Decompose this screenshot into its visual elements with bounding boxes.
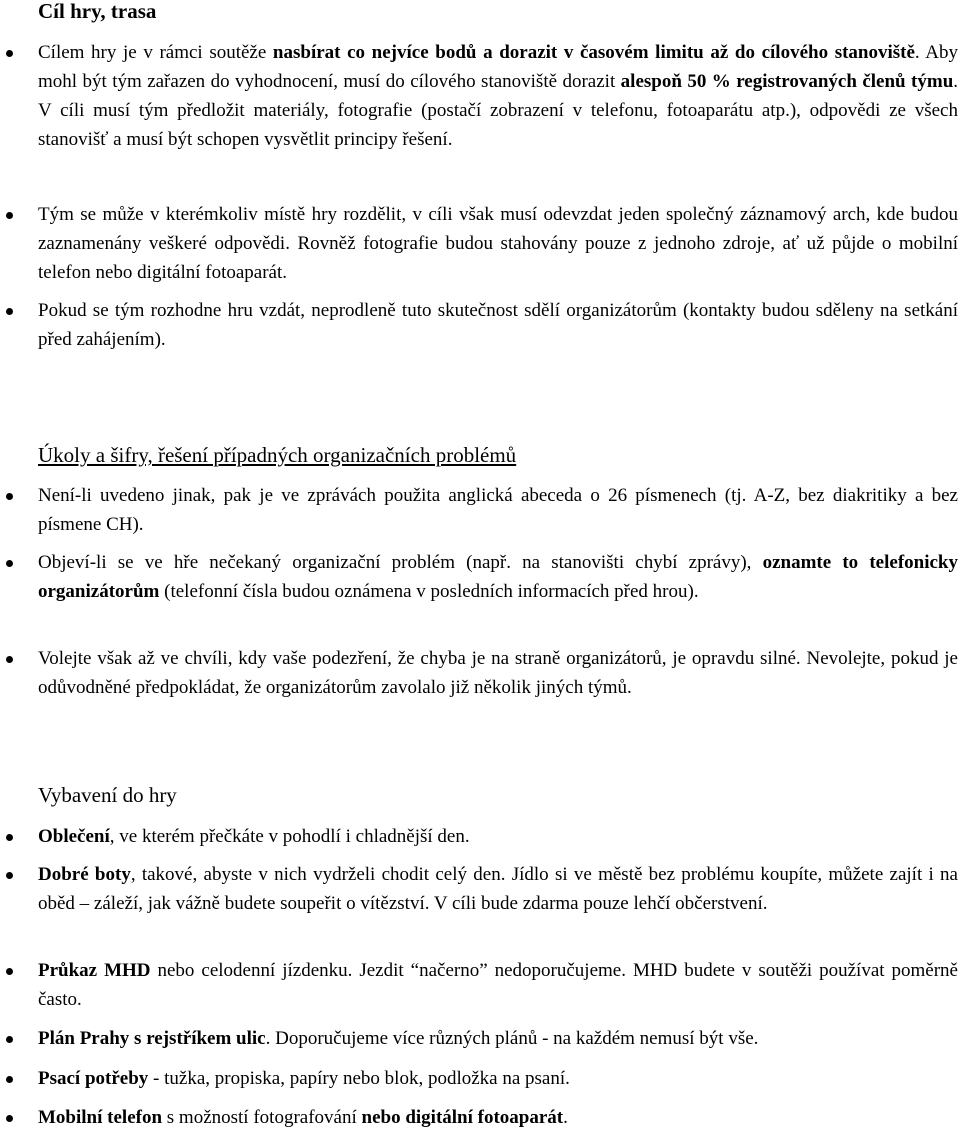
bold-text: Psací potřeby (38, 1068, 149, 1089)
paragraph-map (38, 1024, 958, 1053)
list-item-map (38, 1024, 958, 1053)
list-item-team-split (38, 200, 958, 287)
bullet-icon (6, 834, 13, 841)
bold-text: nasbírat co nejvíce bodů a dorazit v časovém limitu až do cílového stanoviště (272, 42, 915, 63)
bold-text: Průkaz MHD (38, 960, 151, 981)
bold-text: Mobilní telefon (38, 1107, 163, 1128)
paragraph-writing (38, 1064, 958, 1093)
text-span: s možností fotografování (162, 1107, 362, 1128)
list-item-org-problem (38, 548, 958, 606)
text-span: , ve kterém přečkáte v pohodlí i chladnější den. (109, 826, 470, 847)
paragraph-shoes (38, 860, 958, 918)
section-heading-vybaveni: Vybavení do hry (38, 783, 177, 807)
text-span: Pokud se tým rozhodne hru vzdát, neprodleně tuto skutečnost sdělí organizátorům (kontakty budou sděleny na setkání před zahájením). (38, 300, 958, 350)
bullet-icon (6, 560, 13, 567)
text-span: . V cíli musí tým předložit materiály, fotografie (postačí zobrazení v telefonu, fotoaparátu atp.), odpovědi ze všech stanovišť a musí být schopen vysvětlit principy řešení. (38, 71, 959, 150)
list-item-goal (38, 38, 958, 154)
paragraph-team-split (38, 200, 958, 287)
text-span: , takové, abyste v nich vydrželi chodit celý den. Jídlo si ve městě bez problému koupíte, můžete zajít i na oběd – záleží, jak vážně budete soupeřit o vítězství. V cíli bude zdarma pouze lehčí občerstvení. (38, 864, 958, 914)
list-item-give-up (38, 296, 958, 354)
text-span: Tým se může v kterémkoliv místě hry rozdělit, v cíli však musí odevzdat jeden společný záznamový arch, kde budou zaznamenány veškeré odpovědi. (38, 204, 958, 254)
bold-text: Oblečení (38, 826, 110, 847)
paragraph-org-problem (38, 548, 958, 606)
text-span: . Doporučujeme více různých plánů - na každém nemusí být vše. (265, 1028, 759, 1049)
list-item-phone (38, 1103, 958, 1132)
text-span: - tužka, propiska, papíry nebo blok, podložka na psaní. (148, 1068, 570, 1089)
paragraph-alphabet (38, 481, 958, 539)
text-span: Nevolejte, pokud je odůvodněné předpokládat, že organizátorům zavolalo již několik jiných týmů. (38, 648, 958, 698)
list-item-writing (38, 1064, 958, 1093)
text-span: Volejte však až ve chvíli, kdy vaše podezření, že chyba je na straně organizátorů, je opravdu silné. (38, 648, 801, 669)
text-span: . Aby mohl být tým zařazen do vyhodnocení, musí do cílového stanoviště dorazit (38, 42, 958, 92)
bullet-icon (6, 50, 13, 57)
bullet-icon (6, 1076, 13, 1083)
section-heading-cil-hry: Cíl hry, trasa (38, 0, 157, 23)
list-item-transit-pass (38, 956, 958, 1014)
list-item-shoes (38, 860, 958, 918)
list-item-clothing (38, 822, 958, 851)
bullet-icon (6, 308, 13, 315)
text-span: Cílem hry je v rámci soutěže (38, 42, 273, 63)
bold-text: oznamte to telefonicky organizátorům (38, 552, 958, 602)
text-span: nebo celodenní jízdenku. Jezdit “načerno” nedoporučujeme. MHD budete v soutěži používat poměrně často. (38, 960, 958, 1010)
bullet-icon (6, 493, 13, 500)
paragraph-clothing (38, 822, 958, 851)
paragraph-give-up (38, 296, 958, 354)
section-heading-ukoly: Úkoly a šifry, řešení případných organizačních problémů (38, 443, 517, 467)
list-item-alphabet (38, 481, 958, 539)
bullet-icon (6, 872, 13, 879)
text-span: Není-li uvedeno jinak, pak je ve zprávách použita anglická abeceda o 26 písmenech (tj. A-Z, bez diakritiky a bez písmene CH). (38, 485, 958, 535)
text-span: Objeví-li se ve hře nečekaný organizační problém (např. na stanovišti chybí zprávy), (38, 552, 763, 573)
bullet-icon (6, 1036, 13, 1043)
bold-text: Plán Prahy s rejstříkem ulic (38, 1028, 266, 1049)
paragraph-phone (38, 1103, 958, 1132)
bold-text: Dobré boty (38, 864, 131, 885)
bold-text: alespoň 50 % registrovaných členů týmu (620, 71, 954, 92)
bullet-icon (6, 1115, 13, 1122)
paragraph-transit-pass (38, 956, 958, 1014)
paragraph-goal (38, 38, 958, 154)
text-span: . (563, 1107, 568, 1128)
paragraph-call (38, 644, 958, 702)
text-span: (telefonní čísla budou oznámena v posledních informacích před hrou). (159, 581, 699, 602)
bullet-icon (6, 212, 13, 219)
bold-text: nebo digitální fotoaparát (361, 1107, 564, 1128)
bullet-icon (6, 656, 13, 663)
list-item-call (38, 644, 958, 702)
bullet-icon (6, 968, 13, 975)
text-span: Rovněž fotografie budou stahovány pouze z jednoho zdroje, ať už půjde o mobilní telefon nebo digitální fotoaparát. (38, 233, 958, 283)
